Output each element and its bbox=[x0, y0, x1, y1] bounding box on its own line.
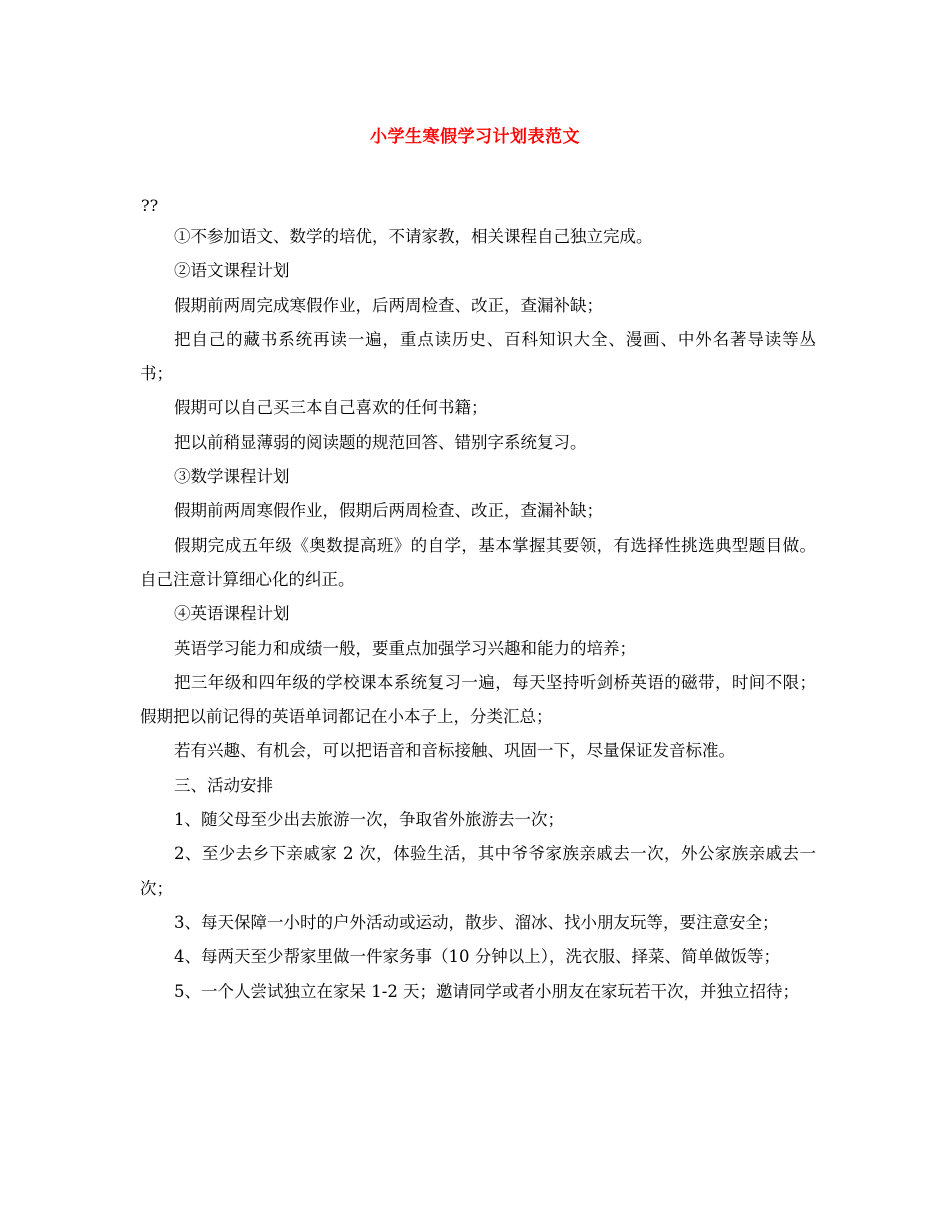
document-body bbox=[140, 220, 816, 1009]
paragraph-english-phonetics: 若有兴趣、有机会，可以把语音和音标接触、巩固一下，尽量保证发音标准。 bbox=[174, 741, 735, 761]
list-item-independence: 5、一个人尝试独立在家呆 1-2 天；邀请同学或者小朋友在家玩若干次，并独立招待； bbox=[174, 981, 800, 1001]
lead-marker: ?? bbox=[141, 196, 159, 215]
heading-english-plan: ④英语课程计划 bbox=[174, 604, 290, 624]
heading-math-plan: ③数学课程计划 bbox=[174, 467, 290, 487]
paragraph-english-review: 把三年级和四年级的学校课本系统复习一遍，每天坚持听剑桥英语的磁带，时间不限； 假期把以前记得的英语单词都记在小本子上，分类汇总； bbox=[140, 672, 816, 727]
paragraph-chinese-review: 把以前稍显薄弱的阅读题的规范回答、错别字系统复习。 bbox=[174, 432, 587, 452]
paragraph-math-olympiad: 假期完成五年级《奥数提高班》的自学，基本掌握其要领，有选择性挑选典型题目做。 自己注意计算细心化的纠正。 bbox=[140, 535, 816, 589]
paragraph-english-interest: 英语学习能力和成绩一般，要重点加强学习兴趣和能力的培养； bbox=[174, 638, 636, 658]
list-item-countryside: 2、至少去乡下亲戚家 2 次，体验生活，其中爷爷家族亲戚去一次，外公家族亲戚去一次； bbox=[140, 844, 816, 898]
list-item-housework: 4、每两天至少帮家里做一件家务事（10 分钟以上），洗衣服、择菜、简单做饭等； bbox=[174, 947, 780, 967]
paragraph-buy-books: 假期可以自己买三本自己喜欢的任何书籍； bbox=[174, 398, 488, 418]
heading-chinese-plan: ②语文课程计划 bbox=[174, 261, 290, 281]
paragraph-chinese-homework: 假期前两周完成寒假作业，后两周检查、改正，查漏补缺； bbox=[174, 295, 603, 315]
heading-activities: 三、活动安排 bbox=[174, 775, 273, 795]
paragraph-math-homework: 假期前两周寒假作业，假期后两周检查、改正，查漏补缺； bbox=[174, 501, 603, 521]
list-item-outdoor: 3、每天保障一小时的户外活动或运动，散步、溜冰、找小朋友玩等，要注意安全； bbox=[174, 912, 779, 932]
paragraph-chinese-reading: 把自己的藏书系统再读一遍，重点读历史、百科知识大全、漫画、中外名著导读等丛书； bbox=[140, 329, 816, 384]
list-item-travel: 1、随父母至少出去旅游一次，争取省外旅游去一次； bbox=[174, 810, 564, 830]
document-title: 小学生寒假学习计划表范文 bbox=[370, 127, 580, 147]
paragraph-no-tutoring: ①不参加语文、数学的培优，不请家教，相关课程自己独立完成。 bbox=[174, 227, 653, 246]
